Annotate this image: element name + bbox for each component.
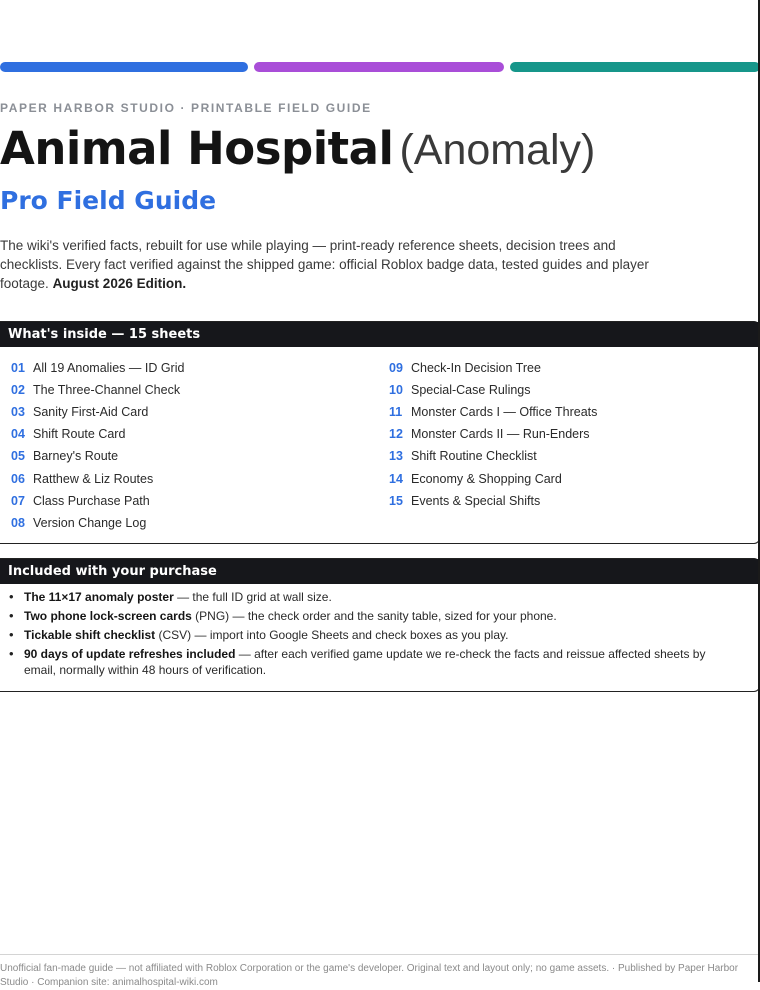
sheet-title: All 19 Anomalies — ID Grid — [33, 361, 185, 375]
page-subtitle: Pro Field Guide — [0, 186, 217, 215]
sheet-title: Ratthew & Liz Routes — [33, 471, 154, 486]
contents-item — [389, 360, 541, 376]
included-item — [24, 627, 735, 643]
included-item — [24, 646, 735, 678]
publisher-kicker: PAPER HARBOR STUDIO · PRINTABLE FIELD GUIDE — [0, 101, 372, 115]
sheet-title: Class Purchase Path — [33, 493, 150, 508]
sheet-title: Version Change Log — [33, 515, 147, 530]
sheet-title: Barney's Route — [33, 449, 119, 464]
sheet-number: 13 — [389, 449, 403, 464]
contents-panel — [0, 321, 760, 544]
color-bar-teal — [510, 62, 760, 72]
footer-divider — [0, 954, 760, 955]
sheet-number: 01 — [11, 361, 25, 375]
included-item-title: The 11×17 anomaly poster — [24, 590, 174, 604]
contents-item — [389, 493, 540, 509]
included-item — [24, 608, 735, 624]
sheet-number: 02 — [11, 383, 25, 398]
contents-item — [11, 471, 153, 487]
included-heading: Included with your purchase — [0, 559, 759, 584]
contents-item — [11, 382, 180, 398]
included-panel — [0, 558, 760, 692]
sheet-number: 05 — [11, 449, 25, 464]
included-list — [0, 584, 759, 678]
sheet-number: 03 — [11, 405, 25, 420]
contents-heading: What's inside — 15 sheets — [0, 322, 759, 347]
included-item-title: Tickable shift checklist — [24, 628, 156, 642]
included-item-detail: (PNG) — the check order and the sanity table, sized for your phone. — [191, 609, 557, 623]
sheet-title: Shift Route Card — [33, 427, 126, 442]
contents-item — [389, 404, 597, 420]
sheet-number: 14 — [389, 471, 403, 486]
color-bar-purple — [254, 62, 504, 72]
sheet-number: 08 — [11, 515, 25, 530]
contents-item — [389, 448, 537, 464]
sheet-title: Monster Cards II — Run-Enders — [411, 427, 590, 442]
color-bar-blue — [0, 62, 248, 72]
color-bars — [0, 62, 760, 72]
included-item-title: Two phone lock-screen cards — [24, 609, 192, 623]
included-item-title: 90 days of update refreshes included — [24, 647, 236, 661]
contents-item — [389, 382, 531, 398]
edition-label: August 2026 Edition. — [52, 276, 187, 291]
contents-item — [11, 493, 150, 509]
contents-item — [11, 404, 148, 420]
contents-item — [11, 360, 184, 376]
sheet-number: 09 — [389, 361, 403, 375]
sheet-title: Sanity First-Aid Card — [33, 405, 149, 420]
sheet-number: 11 — [389, 405, 403, 420]
sheet-title: Check-In Decision Tree — [411, 361, 541, 375]
intro-text: The wiki's verified facts, rebuilt for use while playing — print-ready reference sheets, decision trees and checklists. Every fact verified against the shipped game: official Roblox badge data, tested guides and player footage. — [0, 238, 649, 291]
title-main: Animal Hospital — [0, 122, 394, 175]
sheet-title: Monster Cards I — Office Threats — [411, 405, 598, 420]
sheet-title: The Three-Channel Check — [33, 383, 181, 398]
contents-item — [11, 448, 118, 464]
sheet-title: Events & Special Shifts — [411, 493, 541, 508]
sheet-title: Special-Case Rulings — [411, 383, 531, 398]
included-item — [24, 589, 735, 605]
contents-item — [11, 426, 125, 442]
intro-paragraph — [0, 236, 660, 293]
sheet-title: Shift Routine Checklist — [411, 449, 537, 464]
sheet-number: 12 — [389, 427, 403, 442]
sheet-number: 06 — [11, 471, 25, 486]
sheet-title: Economy & Shopping Card — [411, 471, 562, 486]
sheet-number: 07 — [11, 493, 25, 508]
sheet-number: 10 — [389, 383, 403, 398]
included-item-detail: — the full ID grid at wall size. — [173, 590, 332, 604]
included-item-detail: — after each verified game update we re-check the facts and reissue affected sheets by email, normally within 48 hours of verification. — [24, 647, 706, 677]
contents-list — [0, 347, 759, 544]
page-title — [0, 120, 595, 189]
contents-item — [389, 471, 562, 487]
title-parenthetical: (Anomaly) — [399, 126, 596, 174]
footer-note: Unofficial fan-made guide — not affiliated with Roblox Corporation or the game's developer. Original text and layout only; no game assets. · Published by Paper Harbor Studio · Companion site: animalhospital-wiki.com — [0, 963, 739, 988]
contents-item — [11, 515, 146, 531]
contents-item — [389, 426, 590, 442]
sheet-number: 15 — [389, 493, 403, 508]
included-item-detail: (CSV) — import into Google Sheets and check boxes as you play. — [155, 628, 509, 642]
sheet-number: 04 — [11, 427, 25, 442]
